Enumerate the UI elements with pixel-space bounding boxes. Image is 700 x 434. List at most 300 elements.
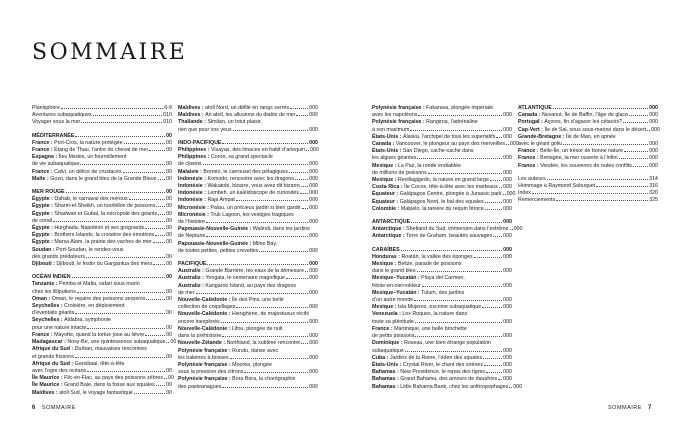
dot-leader [156, 206, 165, 207]
entry-title: Madagascar : Nosy-Be, une quintessence subaquatique [32, 339, 166, 346]
page-ref: 000 [503, 233, 512, 240]
page-ref: 000 [309, 105, 318, 111]
entry-title: avec l’ogre des océans [32, 367, 87, 374]
dot-leader [53, 221, 165, 222]
dot-leader [203, 164, 309, 165]
toc-entry [178, 219, 318, 226]
toc-entry [178, 348, 318, 355]
entry-title: de toutes petites, petites crevettes [178, 247, 259, 254]
entry-title: France : Port-Cros, la nature protégée [32, 139, 123, 146]
dot-leader [510, 229, 513, 230]
page-ref: 000 [503, 126, 512, 133]
page-ref: 000 [309, 126, 318, 133]
page-ref: 000 [506, 191, 516, 198]
dot-leader [410, 130, 502, 131]
entry-title: Venezuela : Los Roques, la nature dans [372, 311, 468, 318]
dot-leader [301, 343, 308, 344]
toc-entry [32, 140, 172, 147]
page-ref: 00 [166, 232, 172, 239]
entry-title: Maldives : atoll Sud, le voyage fantastique [32, 389, 133, 396]
toc-entry [178, 290, 318, 297]
page-ref: 000 [309, 268, 318, 275]
entry-title: États-Unis : San Diego, cache-cache dans [372, 148, 474, 155]
entry-title: dans la préhistoire [178, 333, 222, 340]
page-ref: 000 [503, 333, 512, 340]
toc-entry [372, 304, 512, 311]
page-ref: 000 [513, 383, 523, 390]
toc-entry [32, 247, 172, 254]
entry-title: France : Belle-Île, un trésor de bonne nature [518, 148, 624, 155]
toc-entry [32, 211, 172, 218]
entry-title: Équateur : Galápagos Centre, plongée à Jurassic park [372, 191, 502, 198]
dot-leader [222, 143, 308, 144]
entry-title: Australie : Kangaroo Island, au pays des dragons [178, 282, 297, 289]
dot-leader [289, 172, 308, 173]
section-title: ANTARCTIQUE [372, 219, 411, 226]
dot-leader [196, 293, 309, 294]
toc-entry [178, 297, 318, 304]
dot-leader [244, 372, 308, 373]
toc-entry [178, 241, 318, 248]
toc-entry [32, 254, 172, 261]
toc-entry [178, 197, 318, 204]
footer-label: SOMMAIRE [41, 405, 76, 411]
entry-title: Seychelles : Aldabra, symphonie [32, 317, 111, 324]
dot-leader [221, 322, 308, 323]
toc-entry [178, 169, 318, 176]
dot-leader [301, 186, 308, 187]
dot-leader [158, 179, 166, 180]
section-title: ATLANTIQUE [518, 105, 552, 111]
entry-title: Équateur : Galápagos Nord, le bal des squales [372, 198, 484, 205]
page-ref: 000 [309, 333, 318, 340]
dot-leader [503, 194, 506, 195]
toc-entry [372, 112, 512, 119]
entry-title: Mexique–Yucatán : Playa del Carmen, [372, 275, 465, 282]
page-ref: 000 [649, 119, 658, 126]
dot-leader [417, 158, 502, 159]
section-title: PACIFIQUE [178, 261, 207, 268]
entry-title: Remerciements [518, 197, 556, 204]
dot-leader [596, 186, 648, 187]
entry-title: Île Maurice : Grand Baie, dans la fosse aux squales [32, 382, 155, 389]
toc-entry [178, 268, 318, 275]
entry-title: Malaisie : Bornéo, le carrousel des pélagiques [178, 168, 288, 175]
toc-entry [372, 170, 512, 177]
toc-entry [372, 297, 512, 304]
page-ref: 00 [166, 168, 172, 175]
page-number: 6 [32, 405, 36, 411]
dot-leader [87, 371, 165, 372]
toc-entry [178, 190, 318, 197]
dot-leader [233, 130, 309, 131]
page-ref: 00 [166, 253, 172, 260]
page-ref: 00 [166, 310, 172, 317]
entry-title: Oman : Oman, le repaire des poissons serpents [32, 295, 146, 302]
entry-title: Planisphère [32, 105, 60, 111]
entry-title: Indonésie : Raja Ampat [178, 197, 235, 204]
page-ref: 00 [166, 139, 172, 146]
dot-leader [87, 328, 165, 329]
page-ref: 000 [503, 297, 512, 304]
toc-entry [32, 154, 172, 161]
page-ref: 00 [166, 132, 172, 139]
entry-title: Mexique : Belize, parade de poissons [372, 261, 462, 268]
dot-leader [483, 358, 502, 359]
page-ref: 00 [166, 295, 172, 302]
entry-title: Afrique du Sud : Durban, mauvaises rencontres [32, 346, 147, 353]
dot-leader [486, 372, 502, 373]
footer-label: SOMMAIRE [608, 405, 642, 411]
toc-entry [32, 354, 172, 361]
toc-entry [372, 355, 512, 362]
page-ref: 000 [309, 219, 318, 226]
entry-title: France : Mayotte, quand la tortue joue au lièvre [32, 331, 145, 338]
dot-leader [93, 115, 162, 116]
section-heading [32, 274, 172, 281]
entry-title: Mexique–Yucatán : Tulum, des jardins [372, 289, 465, 296]
toc-entry [372, 362, 512, 369]
entry-title: Égypte : Dahab, le carnaval des mérous [32, 196, 128, 203]
dot-leader [563, 144, 648, 145]
toc-entry [178, 362, 318, 369]
dot-leader [624, 151, 648, 152]
section-title: CARAÏBES [372, 246, 400, 253]
entry-title: Polynésie française : Rangiroa, l’adrénaline [372, 119, 478, 126]
section-title: INDO-PACIFIQUE [178, 139, 222, 146]
dot-leader [306, 150, 309, 151]
entry-title: Polynésie française : Fakarava, plongée impériale [372, 105, 494, 111]
page-ref: 000 [649, 105, 658, 111]
page-ref: 000 [309, 197, 318, 204]
dot-leader [166, 342, 169, 343]
dot-leader [414, 300, 502, 301]
entry-title: des pasteanagues [178, 383, 222, 390]
page-ref: 000 [651, 126, 660, 133]
toc-entry [178, 369, 318, 376]
page-ref: 000 [309, 161, 318, 168]
dot-leader [129, 199, 165, 200]
toc-entry [178, 161, 318, 168]
entry-title: Index [518, 190, 531, 197]
toc-entry [518, 148, 658, 155]
section-heading [178, 261, 318, 268]
entry-title: Indonésie : Lembeh, un kaléidoscope de curiosités [178, 190, 300, 197]
dot-leader [75, 357, 165, 358]
toc-entry [518, 197, 658, 204]
toc-entry [372, 206, 512, 213]
entry-title: de petits poissons [372, 333, 415, 340]
entry-title: sous la pression des citrons [178, 369, 244, 376]
toc-entry [518, 127, 658, 134]
toc-entry [32, 325, 172, 332]
toc-entry [178, 183, 318, 190]
entry-title: les algues géantes [372, 155, 417, 162]
dot-leader [629, 115, 648, 116]
page-ref: 320 [649, 190, 658, 197]
entry-title: Mexique : Revillagigedo, la nature en grand large [372, 177, 489, 184]
dot-leader [75, 313, 165, 314]
entry-title: d’un autre monde [372, 297, 414, 304]
page-ref: 00 [166, 225, 172, 232]
page-ref: 00 [166, 175, 172, 182]
entry-title: Papouasie-Nouvelle-Guinée : Milne Bay, [178, 240, 278, 247]
entry-title: avec les napoléons [372, 112, 418, 119]
toc-entry [178, 304, 318, 311]
toc-entry [372, 319, 512, 326]
toc-entry [372, 275, 512, 282]
dot-leader [300, 193, 308, 194]
toc-entry [32, 203, 172, 210]
entry-title: Nouvelle-Calédonie : Hienghène, de majestueux récifs [178, 311, 310, 318]
entry-title: Égypte : Brothers Islands, la croisière des émotions [32, 232, 155, 239]
dot-leader [422, 286, 502, 287]
toc-entry [372, 163, 512, 170]
entry-title: de millions de poissons [372, 169, 427, 176]
dot-leader [496, 137, 502, 138]
toc-entry [372, 311, 512, 318]
dot-leader [230, 358, 309, 359]
entry-title: Égypte : Hurghada, Napoléon et ses grognards [32, 225, 145, 232]
entry-title: rien que pour vos yeux [178, 126, 232, 133]
dot-leader [498, 379, 502, 380]
entry-title: Antarctique : Shetland du Sud, immersion dans l’extrême [372, 226, 509, 233]
entry-title: Bahamas : Grand Bahama, des amours de dauphins [372, 376, 498, 383]
page-ref: 000 [503, 133, 512, 140]
toc-entry [178, 226, 318, 233]
entry-title: France : Martinique, une belle brochette [372, 325, 467, 332]
dot-leader [222, 336, 308, 337]
page-ref: 00 [166, 261, 172, 268]
toc-entry [518, 176, 658, 183]
dot-leader [490, 180, 502, 181]
entry-title: Égypte : Sharm-el-Sheikh, un tourbillon de poissons [32, 203, 156, 210]
dot-leader [86, 257, 165, 258]
page-ref: 000 [649, 162, 658, 169]
dot-leader [153, 264, 165, 265]
entry-title: Cap-Vert : Île de Sal, sous sous-marine dans le désert [518, 126, 647, 133]
entry-title: France : Calvi, un délice de crustacés [32, 168, 122, 175]
toc-entry [178, 154, 318, 161]
section-heading [372, 219, 512, 226]
page-ref: 000 [649, 141, 658, 148]
entry-title: Soudan : Port-Soudan, le rendez-vous [32, 246, 124, 253]
entry-title: États-Unis : Alaska, l’archipel de tous les superlatifs [372, 133, 496, 140]
toc-entry [32, 382, 172, 389]
entry-title: et grands frissons [32, 353, 74, 360]
toc-entry [372, 155, 512, 162]
entry-title: Hommage à Raymond Sahuquet [518, 183, 596, 190]
entry-title: Aventures subaquatiques [32, 112, 92, 119]
toc-entry [372, 376, 512, 383]
entry-title: Nouvelle-Zélande : Northland, la sublime rencontre [178, 340, 301, 347]
entry-title: Thaïlande : Similan, un totut plaisir, [178, 119, 262, 126]
toc-column-1 [32, 105, 177, 397]
toc-entry [32, 390, 172, 397]
entry-title: France : Bretagne, la mer ouverte à l’infini [518, 155, 618, 162]
toc-entry [178, 127, 318, 134]
entry-title: Afrique du Sud : Gansbaai, tête-à-tête [32, 360, 125, 367]
entry-title: Bahamas : Little Bahama Bank, chez les anthropophages [372, 383, 509, 390]
toc-entry [178, 311, 318, 318]
entry-title: à son maximum [372, 126, 410, 133]
entry-title: Mexique : Isla Mujeres, escrime subaquatique [372, 304, 482, 311]
toc-entry [372, 226, 523, 233]
entry-title: Indonésie : Wakatobi, bizarre, vous avez dit bizarre [178, 183, 300, 190]
toc-entry [32, 339, 177, 346]
dot-leader [506, 144, 509, 145]
entry-title: Canada : Vancouver, le plongeur au pays des merveilles [372, 141, 505, 148]
toc-entry [32, 218, 172, 225]
toc-entry [372, 268, 512, 275]
page-ref: 00 [166, 217, 172, 224]
page-ref: 000 [309, 383, 318, 390]
entry-title: Seychelles : Croisière, en déploiement [32, 303, 125, 310]
dot-leader [418, 115, 502, 116]
page-ref: 000 [309, 175, 318, 182]
toc-entry [518, 112, 658, 119]
entry-title: de Neptune [178, 233, 206, 240]
toc-entry [32, 289, 172, 296]
dot-leader [547, 179, 648, 180]
section-title: MER ROUGE [32, 189, 65, 196]
page-ref: 000 [309, 168, 318, 175]
entry-title: d’éventails géants [32, 310, 75, 317]
toc-entry [32, 361, 172, 368]
page-ref: 00 [166, 203, 172, 210]
toc-entry [372, 105, 512, 112]
footer-right [608, 405, 652, 411]
entry-title: Philippines : Coron, sa grand spectacle [178, 154, 273, 161]
dot-leader [647, 130, 650, 131]
dot-leader [417, 271, 503, 272]
entry-title: Malte : Gozo, dans le grand bleu de la Grande Bleue [32, 175, 157, 182]
dot-leader [206, 236, 308, 237]
page-ref: 00 [170, 339, 177, 346]
toc-entry [372, 369, 512, 376]
page-ref: 6-9 [164, 105, 172, 111]
entry-title: Antarctique : Terre de Graham, beautés sauvages [372, 233, 493, 240]
toc-entry [178, 248, 318, 255]
toc-entry [178, 340, 318, 347]
dot-leader [295, 179, 308, 180]
page-ref: 00 [166, 189, 172, 196]
toc-entry [32, 317, 172, 324]
entry-title: Espagne : Îles Medes, un fourmillement [32, 154, 127, 161]
page-ref: 000 [503, 112, 512, 119]
dot-leader [77, 292, 165, 293]
dot-leader [145, 335, 165, 336]
page-ref: 00 [166, 161, 172, 168]
entry-title: les baleines à bosses [178, 354, 229, 361]
entry-title: de clowns [178, 161, 202, 168]
entry-title: France : Étang de Thau, l’antre du cheval de mer [32, 147, 149, 154]
page-number: 7 [648, 405, 652, 411]
entry-title: encore inexplorés [178, 318, 220, 325]
page-ref: 000 [503, 347, 512, 354]
toc-entry [178, 333, 318, 340]
entry-title: Indonésie : Komodo, rencontre avec les dragons [178, 175, 295, 182]
toc-entry [178, 355, 318, 362]
entry-title: Nouvelle-Calédonie : Lifou, plongée de nuit [178, 325, 283, 332]
toc-entry [178, 319, 318, 326]
dot-leader [156, 385, 165, 386]
page-ref: 000 [309, 369, 318, 376]
page-ref: 00 [166, 367, 172, 374]
toc-entry [518, 163, 658, 170]
toc-entry [32, 332, 172, 339]
toc-entry [372, 261, 512, 268]
page-ref: 00 [166, 239, 172, 246]
toc-entry [178, 384, 318, 391]
toc-entry [178, 119, 318, 126]
page-ref: 000 [649, 155, 658, 162]
toc-entry [372, 326, 512, 333]
toc-entry [178, 212, 318, 219]
toc-entry [372, 333, 512, 340]
page-ref: 00 [166, 210, 172, 217]
entry-title: Portugal : Açores, fin d’agacer les cétacés? [518, 119, 622, 126]
entry-title: Cuba : Jardins de la Reine, l’éden des squales [372, 354, 483, 361]
dot-leader [509, 387, 512, 388]
toc-entry [372, 348, 512, 355]
page-ref: 000 [310, 147, 319, 154]
dot-leader [290, 108, 308, 109]
page-ref: 00 [168, 375, 174, 382]
dot-leader [149, 150, 165, 151]
page-ref: 000 [309, 340, 318, 347]
toc-column-3 [372, 105, 523, 391]
dot-leader [411, 222, 502, 223]
entry-title: des grands prédateurs [32, 253, 86, 260]
page-ref: 000 [309, 112, 318, 119]
entry-title: Australie : Yongala, le centenaire magnifique [178, 275, 285, 282]
section-heading [178, 140, 318, 147]
dot-leader [155, 235, 165, 236]
toc-entry [178, 233, 318, 240]
dot-leader [145, 228, 165, 229]
dot-leader [286, 278, 308, 279]
toc-entry [178, 376, 318, 383]
page-ref: 000 [503, 369, 512, 376]
page-ref: 000 [503, 304, 512, 311]
page-ref: 000 [503, 318, 512, 325]
entry-title: Australie : Grande Barrière, les eaux de la démesure [178, 268, 305, 275]
dot-leader [61, 108, 163, 109]
page-ref: 316 [649, 183, 658, 190]
dot-leader [146, 299, 165, 300]
page-ref: 00 [166, 274, 172, 281]
page-ref: 000 [309, 190, 318, 197]
page-ref: 00 [166, 389, 172, 396]
page-ref: 000 [309, 204, 318, 211]
dot-leader [493, 236, 502, 237]
page-ref: 000 [513, 226, 523, 233]
toc-entry [372, 283, 512, 290]
entry-title: Canada : Nuvanut, Île de Baffin, l’âge de glace [518, 112, 629, 119]
page-ref: 000 [309, 139, 318, 146]
dot-leader [80, 164, 165, 165]
toc-entry [32, 303, 172, 310]
page-ref: 000 [503, 354, 512, 361]
page-ref: 00 [166, 331, 172, 338]
page-ref: 00 [166, 353, 172, 360]
toc-entry [372, 254, 512, 261]
dot-leader [124, 143, 165, 144]
toc-entry [372, 127, 512, 134]
toc-entry [518, 155, 658, 162]
dot-leader [236, 200, 308, 201]
